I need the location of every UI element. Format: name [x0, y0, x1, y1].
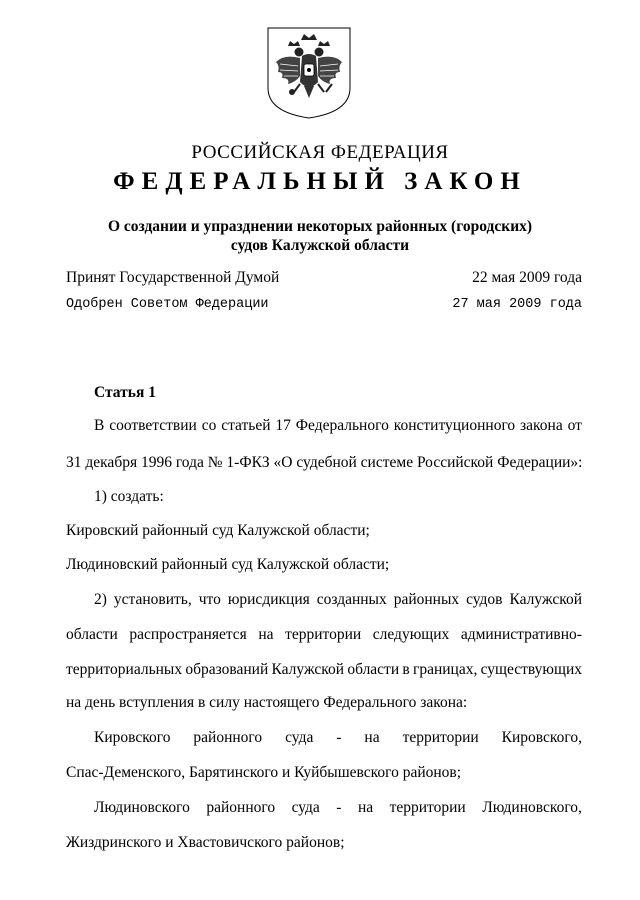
word: закона: [520, 417, 563, 434]
paragraph-line: [94, 591, 582, 609]
duma-adoption-label: Принят Государственной Думой: [66, 269, 280, 286]
word: юрисдикция: [227, 591, 310, 608]
law-title-line: О создании и упразднении некоторых районных (городских): [107, 218, 533, 235]
paragraph-line: 1) создать:: [94, 488, 164, 505]
word: от: [567, 417, 582, 434]
word: Людиновского,: [482, 799, 582, 816]
word: созданных: [316, 591, 387, 608]
word: 2): [94, 591, 107, 608]
word: 17: [275, 417, 291, 434]
word: в: [402, 661, 410, 678]
article-heading: Статья 1: [94, 384, 156, 401]
word: Людиновского: [94, 799, 190, 816]
word: на: [258, 626, 274, 643]
word: суда: [291, 799, 320, 816]
word: границах,: [412, 661, 478, 678]
word: статьей: [221, 417, 271, 434]
word: области: [66, 626, 118, 643]
word: В: [94, 417, 105, 434]
word: -: [336, 799, 342, 816]
word: Кировского: [94, 729, 171, 746]
word: суда: [285, 729, 314, 746]
word: распространяется: [129, 626, 247, 643]
word: Кировского,: [501, 729, 582, 746]
word: территории: [285, 626, 362, 643]
word: районного: [206, 799, 276, 816]
word: административно-: [460, 626, 582, 643]
duma-adoption-date: 22 мая 2009 года: [472, 269, 582, 286]
word: со: [201, 417, 217, 434]
law-title-line: судов Калужской области: [230, 237, 410, 254]
document-type: ФЕДЕРАЛЬНЫЙ ЗАКОН: [113, 168, 527, 195]
word: Калужской: [271, 661, 345, 678]
word: на: [357, 799, 374, 816]
council-approval-row: [66, 297, 582, 312]
word: образований: [185, 661, 269, 678]
word: существующих: [480, 661, 582, 678]
duma-adoption-row: [66, 269, 582, 287]
word: территориальных: [66, 661, 183, 678]
country-name: РОССИЙСКАЯ ФЕДЕРАЦИЯ: [191, 142, 449, 163]
word: на: [364, 729, 380, 746]
paragraph-line: Людиновский районный суд Калужской области;: [66, 556, 390, 573]
paragraph-line: [94, 799, 582, 817]
word: территории: [389, 799, 466, 816]
word: следующих: [372, 626, 450, 643]
paragraph-line: 31 декабря 1996 года № 1-ФКЗ «О судебной системе Российской Федерации»:: [66, 454, 583, 471]
word: соответствии: [109, 417, 197, 434]
council-approval-date: 27 мая 2009 года: [452, 297, 582, 312]
paragraph-line: [66, 661, 582, 679]
word: судов: [466, 591, 503, 608]
russian-coat-of-arms-icon: [266, 26, 352, 120]
word: что: [198, 591, 221, 608]
paragraph-line: Спас-Деменского, Барятинского и Куйбышевского районов;: [66, 764, 462, 781]
paragraph-line: Жиздринского и Хвастовичского районов;: [66, 834, 345, 851]
word: -: [336, 729, 342, 746]
paragraph-line: [94, 417, 582, 435]
paragraph-line: на день вступления в силу настоящего Федерального закона:: [66, 694, 468, 711]
word: конституционного: [393, 417, 516, 434]
word: районных: [393, 591, 460, 608]
word: установить,: [113, 591, 192, 608]
word: Федерального: [295, 417, 389, 434]
council-approval-label: Одобрен Советом Федерации: [66, 297, 269, 312]
law-title: [90, 217, 550, 255]
word: районного: [193, 729, 263, 746]
paragraph-line: Кировский районный суд Калужской области;: [66, 522, 370, 539]
word: области: [347, 661, 400, 678]
word: территории: [402, 729, 479, 746]
paragraph-line: [94, 729, 582, 747]
word: Калужской: [509, 591, 582, 608]
paragraph-line: [66, 626, 582, 644]
